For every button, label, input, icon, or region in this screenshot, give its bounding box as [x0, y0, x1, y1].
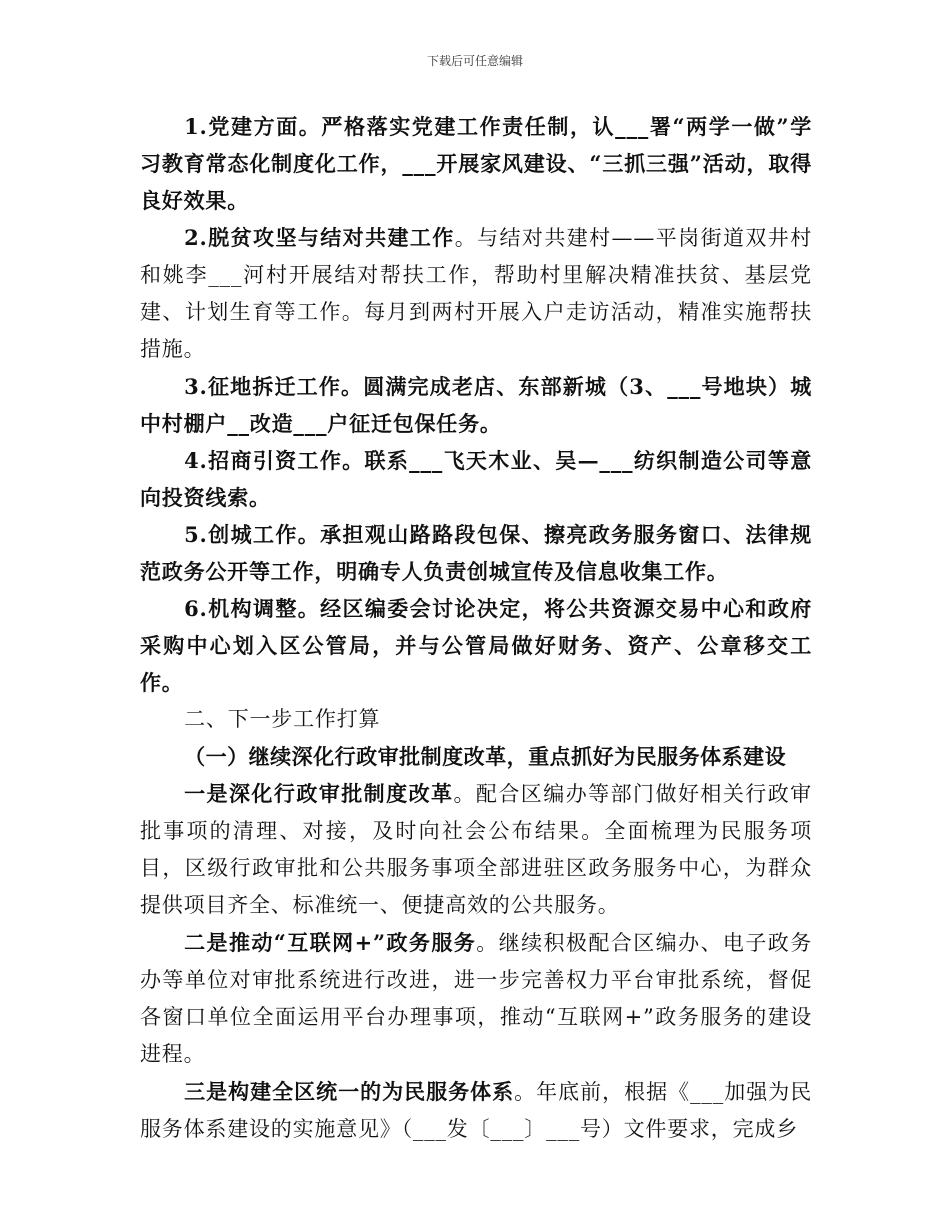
paragraph-text: 。年底前，根据《___加强为民服务体系建设的实施意见》（___发〔___〕___号）文件要求，完成乡 — [140, 1080, 813, 1141]
page-header-note: 下载后可任意编辑 — [426, 54, 523, 68]
paragraph-restructuring: 6.机构调整。经区编委会讨论决定，将公共资源交易中心和政府采购中心划入区公管局，并与公管局做好财务、资产、公章移交工作。 — [140, 596, 812, 695]
paragraph-lead: 三是构建全区统一的为民服务体系 — [184, 1079, 515, 1104]
paragraph-internet-plus — [140, 924, 812, 1073]
paragraph-approval-reform — [140, 775, 812, 924]
paragraph-lead: 一是深化行政审批制度改革 — [184, 781, 454, 806]
paragraph-poverty-alleviation — [140, 219, 812, 368]
section-heading: 二、下一步工作打算 — [184, 707, 381, 731]
paragraph-text: 。继续积极配合区编办、电子政务办等单位对审批系统进行改进，进一步完善权力平台审批系统，督促各窗口单位全面运用平台办理事项，推动“互联网+”政务服务的建设进程。 — [140, 931, 813, 1066]
paragraph-party-building: 1.党建方面。严格落实党建工作责任制，认___署“两学一做”学习教育常态化制度化工作，___开展家风建设、“三抓三强”活动，取得良好效果。 — [140, 114, 812, 213]
paragraph-service-system — [140, 1073, 812, 1148]
paragraph-civilized-city: 5.创城工作。承担观山路路段包保、擦亮政务服务窗口、法律规范政务公开等工作，明确专人负责创城宣传及信息收集工作。 — [140, 522, 812, 584]
document-body — [140, 108, 812, 1148]
paragraph-land-acquisition: 3.征地拆迁工作。圆满完成老店、东部新城（3、___号地块）城中村棚户__改造___户征迁包保任务。 — [140, 374, 812, 436]
subsection-heading: （一）继续深化行政审批制度改革，重点抓好为民服务体系建设 — [184, 744, 787, 769]
paragraph-text: 。与结对共建村——平岗街道双井村和姚李___河村开展结对帮扶工作，帮助村里解决精准扶贫、基层党建、计划生育等工作。每月到两村开展入户走访活动，精准实施帮扶措施。 — [140, 226, 812, 361]
paragraph-text: 。配合区编办等部门做好相关行政审批事项的清理、对接，及时向社会公布结果。全面梳理为民服务项目，区级行政审批和公共服务事项全部进驻区政务服务中心，为群众提供项目齐全、标准统一、便捷高效的公共服务。 — [140, 782, 812, 917]
paragraph-lead: 2.脱贫攻坚与结对共建工作 — [184, 225, 455, 250]
paragraph-lead: 二是推动“互联网+”政务服务 — [184, 930, 477, 955]
paragraph-investment: 4.招商引资工作。联系___飞天木业、吴—___纺织制造公司等意向投资线索。 — [140, 448, 812, 510]
